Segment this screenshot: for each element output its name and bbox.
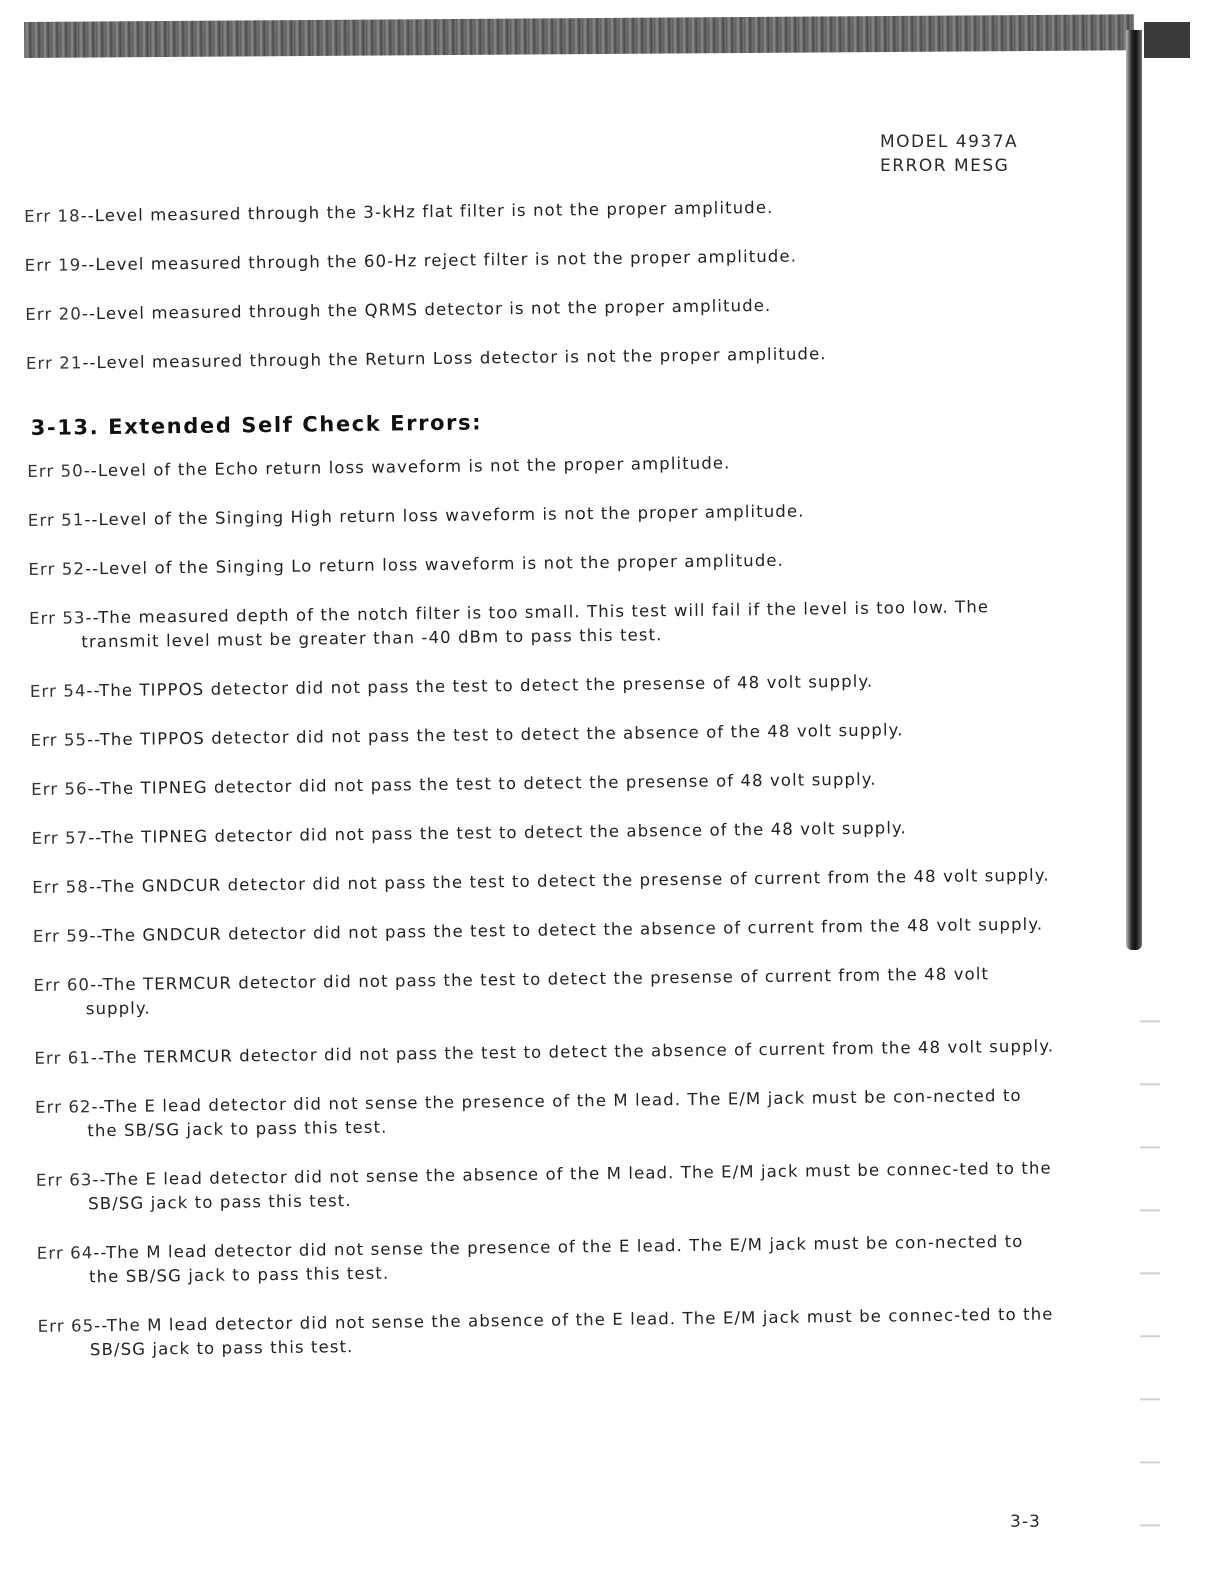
model-label: MODEL 4937A xyxy=(880,132,1019,152)
error-text: --Level measured through the 60-Hz reject filter is not the proper amplitude. xyxy=(81,246,798,275)
error-item-57 xyxy=(32,814,1052,850)
error-text: --The measured depth of the notch filter is too small. This test will fail if the level is too low. The transmit level must be greater than -40 dBm to pass this test. xyxy=(81,597,990,652)
error-text: --Level of the Echo return loss waveform is not the proper amplitude. xyxy=(83,453,731,481)
error-item-18 xyxy=(24,193,1044,229)
error-text: --The M lead detector did not sense the presence of the E lead. The E/M jack must be con-nected to the SB/SG jack to pass this test. xyxy=(88,1231,1024,1287)
error-code: Err 65 xyxy=(37,1316,95,1336)
error-code: Err 21 xyxy=(25,353,83,373)
error-item-62 xyxy=(35,1083,1056,1143)
error-item-20 xyxy=(25,291,1045,327)
error-code: Err 19 xyxy=(24,255,82,275)
error-item-65 xyxy=(38,1302,1059,1362)
error-code: Err 63 xyxy=(35,1170,93,1190)
error-code: Err 61 xyxy=(34,1048,92,1068)
error-item-58 xyxy=(32,863,1052,899)
error-item-59 xyxy=(33,912,1053,948)
error-text: --The TIPNEG detector did not pass the test to detect the presense of 48 volt supply. xyxy=(87,769,877,799)
scan-binding-edge xyxy=(1126,30,1142,950)
page-number: 3-3 xyxy=(1010,1512,1041,1532)
error-text: --The GNDCUR detector did not pass the test to detect the presense of current from the 48 volt supply. xyxy=(88,865,1050,897)
error-text: --Level measured through the Return Loss detector is not the proper amplitude. xyxy=(82,344,827,373)
error-item-61 xyxy=(34,1034,1054,1070)
error-list-extended xyxy=(27,448,1058,1363)
document-header xyxy=(880,130,1018,178)
error-code: Err 62 xyxy=(34,1097,92,1117)
error-code: Err 59 xyxy=(32,926,90,946)
error-text: --The M lead detector did not sense the absence of the E lead. The E/M jack must be connec-ted to the SB/SG jack to pass this test. xyxy=(89,1304,1054,1360)
error-item-53 xyxy=(29,595,1050,655)
error-code: Err 55 xyxy=(30,730,88,750)
error-item-55 xyxy=(30,716,1050,752)
error-code: Err 18 xyxy=(24,206,81,226)
error-code: Err 64 xyxy=(36,1243,94,1263)
section-label: ERROR MESG xyxy=(880,156,1010,176)
error-item-52 xyxy=(28,546,1048,582)
error-code: Err 56 xyxy=(31,779,88,799)
error-code: Err 20 xyxy=(25,304,82,324)
error-text: --Level of the Singing Lo return loss waveform is not the proper amplitude. xyxy=(84,550,785,579)
error-item-51 xyxy=(28,497,1048,533)
error-text: --The TERMCUR detector did not pass the test to detect the presense of current from the 48 volt supply. xyxy=(85,964,990,1019)
error-code: Err 57 xyxy=(31,828,89,848)
error-list-top xyxy=(24,193,1046,376)
error-text: --The TIPPOS detector did not pass the test to detect the absence of the 48 volt supply. xyxy=(86,720,904,750)
error-item-60 xyxy=(33,961,1054,1021)
error-item-64 xyxy=(37,1229,1058,1289)
scan-top-shadow xyxy=(24,14,1134,58)
section-heading: 3-13. Extended Self Check Errors: xyxy=(30,410,483,440)
document-body xyxy=(24,193,1058,1388)
error-text: --The GNDCUR detector did not pass the test to detect the absence of current from the 48 volt supply. xyxy=(89,914,1044,946)
scan-edge-specks xyxy=(1140,960,1160,1560)
error-code: Err 51 xyxy=(27,510,85,530)
error-text: --The TIPNEG detector did not pass the test to detect the absence of the 48 volt supply. xyxy=(88,818,907,848)
error-item-21 xyxy=(26,340,1046,376)
error-text: --The E lead detector did not sense the absence of the M lead. The E/M jack must be connec-ted to the SB/SG jack to pass this test. xyxy=(88,1158,1052,1214)
error-text: --The TERMCUR detector did not pass the test to detect the absence of current from the 48 volt supply. xyxy=(90,1036,1055,1068)
error-code: Err 53 xyxy=(28,608,86,628)
error-text: --Level measured through the 3-kHz flat filter is not the proper amplitude. xyxy=(80,197,774,226)
error-text: --Level of the Singing High return loss waveform is not the proper amplitude. xyxy=(84,501,805,530)
error-item-19 xyxy=(25,242,1045,278)
error-code: Err 54 xyxy=(29,681,87,701)
error-code: Err 58 xyxy=(32,877,89,897)
error-code: Err 60 xyxy=(33,975,91,995)
error-item-54 xyxy=(30,668,1050,704)
error-item-56 xyxy=(31,765,1051,801)
error-item-63 xyxy=(36,1156,1057,1216)
error-item-50 xyxy=(27,448,1047,484)
error-code: Err 52 xyxy=(28,559,86,579)
scan-corner-shadow xyxy=(1144,22,1190,58)
error-text: --The E lead detector did not sense the presence of the M lead. The E/M jack must be con-nected to the SB/SG jack to pass this test. xyxy=(87,1085,1022,1141)
error-text: --The TIPPOS detector did not pass the test to detect the presense of 48 volt supply. xyxy=(86,671,874,701)
error-text: --Level measured through the QRMS detector is not the proper amplitude. xyxy=(81,295,772,324)
error-code: Err 50 xyxy=(27,461,84,481)
